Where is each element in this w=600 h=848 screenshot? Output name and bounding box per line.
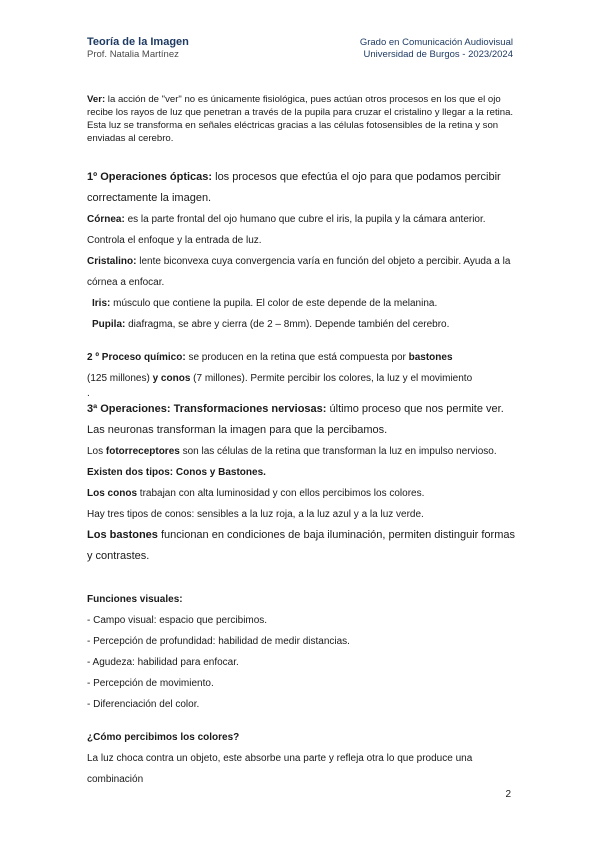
colors-title xyxy=(87,727,517,748)
cornea-paragraph xyxy=(87,209,517,251)
tipos-paragraph xyxy=(87,462,517,483)
pupila-text: diafragma, se abre y cierra (de 2 – 8mm). Depende también del cerebro. xyxy=(125,319,450,330)
bastones-paragraph xyxy=(87,525,517,567)
bastones-text: funcionan en condiciones de baja iluminación, permiten distinguir formas y contrastes. xyxy=(87,529,515,562)
fotorreceptores-term: fotorreceptores xyxy=(105,446,180,457)
functions-list xyxy=(87,610,517,715)
cristalino-term: Cristalino: xyxy=(87,256,137,267)
professor-name: Prof. Natalia Martínez xyxy=(87,49,179,60)
optical-text: los procesos que efectúa el ojo para que podamos percibir correctamente la imagen. xyxy=(87,171,501,204)
optical-paragraph xyxy=(87,167,517,209)
course-title: Teoría de la Imagen xyxy=(87,36,189,48)
list-item: - Percepción de profundidad: habilidad de medir distancias. xyxy=(87,636,350,647)
page-number: 2 xyxy=(505,789,511,800)
pupila-paragraph xyxy=(87,314,517,335)
header-right xyxy=(360,36,513,61)
functions-title-text: Funciones visuales: xyxy=(87,594,183,605)
page-body xyxy=(87,93,517,790)
tres-tipos-paragraph: Hay tres tipos de conos: sensibles a la luz roja, a la luz azul y a la luz verde. xyxy=(87,509,424,520)
nervous-term: 3ª Operaciones: Transformaciones nerviosas: xyxy=(87,403,327,415)
chemical-text-2: (125 millones) xyxy=(87,373,153,384)
cornea-text: es la parte frontal del ojo humano que cubre el iris, la pupila y la cámara anterior. Controla el enfoque y la entrada de luz. xyxy=(87,214,486,246)
pupila-term: Pupila: xyxy=(92,319,126,330)
functions-title xyxy=(87,589,517,610)
iris-paragraph xyxy=(87,293,517,314)
iris-text: músculo que contiene la pupila. El color de este depende de la melanina. xyxy=(110,298,438,309)
fotorreceptores-paragraph xyxy=(87,441,517,462)
fotorreceptores-prefix: Los xyxy=(87,446,106,457)
chemical-term: 2 º Proceso químico: xyxy=(87,352,186,363)
list-item: - Percepción de movimiento. xyxy=(87,678,214,689)
university-name: Universidad de Burgos - 2023/2024 xyxy=(363,49,513,60)
cristalino-text: lente biconvexa cuya convergencia varía en función del objeto a percibir. Ayuda a la córnea a enfocar. xyxy=(87,256,511,288)
page-header xyxy=(87,36,513,66)
chemical-bastones: bastones xyxy=(408,352,453,363)
ver-paragraph xyxy=(87,93,517,145)
chemical-paragraph xyxy=(87,347,517,389)
colors-text: La luz choca contra un objeto, este absorbe una parte y refleja otra lo que produce una combinación xyxy=(87,753,473,785)
degree-name: Grado en Comunicación Audiovisual xyxy=(359,37,513,48)
fotorreceptores-text: son las células de la retina que transforman la luz en impulso nervioso. xyxy=(179,446,497,457)
conos-paragraph xyxy=(87,483,517,504)
chemical-text-1: se producen en la retina que está compuesta por xyxy=(185,352,409,363)
cristalino-paragraph xyxy=(87,251,517,293)
nervous-text: último proceso que nos permite ver. Las neuronas transforman la imagen para que la percibamos. xyxy=(87,403,504,436)
ver-term: Ver: xyxy=(87,94,106,105)
list-item: - Agudeza: habilidad para enfocar. xyxy=(87,657,239,668)
list-item: - Campo visual: espacio que percibimos. xyxy=(87,615,268,626)
nervous-paragraph xyxy=(87,399,517,441)
ver-text: la acción de "ver" no es únicamente fisiológica, pues actúan otros procesos en los que el ojo recibe los rayos de luz que penetran a través de la pupila para cruzar el cristalino y llegar a la retina. Esta luz se transforma en señales eléctricas gracias a las células fotosensibles de la retina y son enviadas al cerebro. xyxy=(87,94,514,144)
colors-title-text: ¿Cómo percibimos los colores? xyxy=(87,732,240,743)
stray-dot: . xyxy=(87,388,90,399)
conos-text: trabajan con alta luminosidad y con ellos percibimos los colores. xyxy=(137,488,425,499)
header-left xyxy=(87,36,189,61)
conos-term: Los conos xyxy=(87,488,138,499)
list-item: - Diferenciación del color. xyxy=(87,699,200,710)
chemical-text-3: (7 millones). Permite percibir los colores, la luz y el movimiento xyxy=(190,373,473,384)
cornea-term: Córnea: xyxy=(87,214,125,225)
chemical-yconos: y conos xyxy=(152,373,191,384)
bastones-term: Los bastones xyxy=(87,529,158,541)
optical-term: 1º Operaciones ópticas: xyxy=(87,171,213,183)
tipos-text: Existen dos tipos: Conos y Bastones. xyxy=(87,467,266,478)
iris-term: Iris: xyxy=(92,298,111,309)
